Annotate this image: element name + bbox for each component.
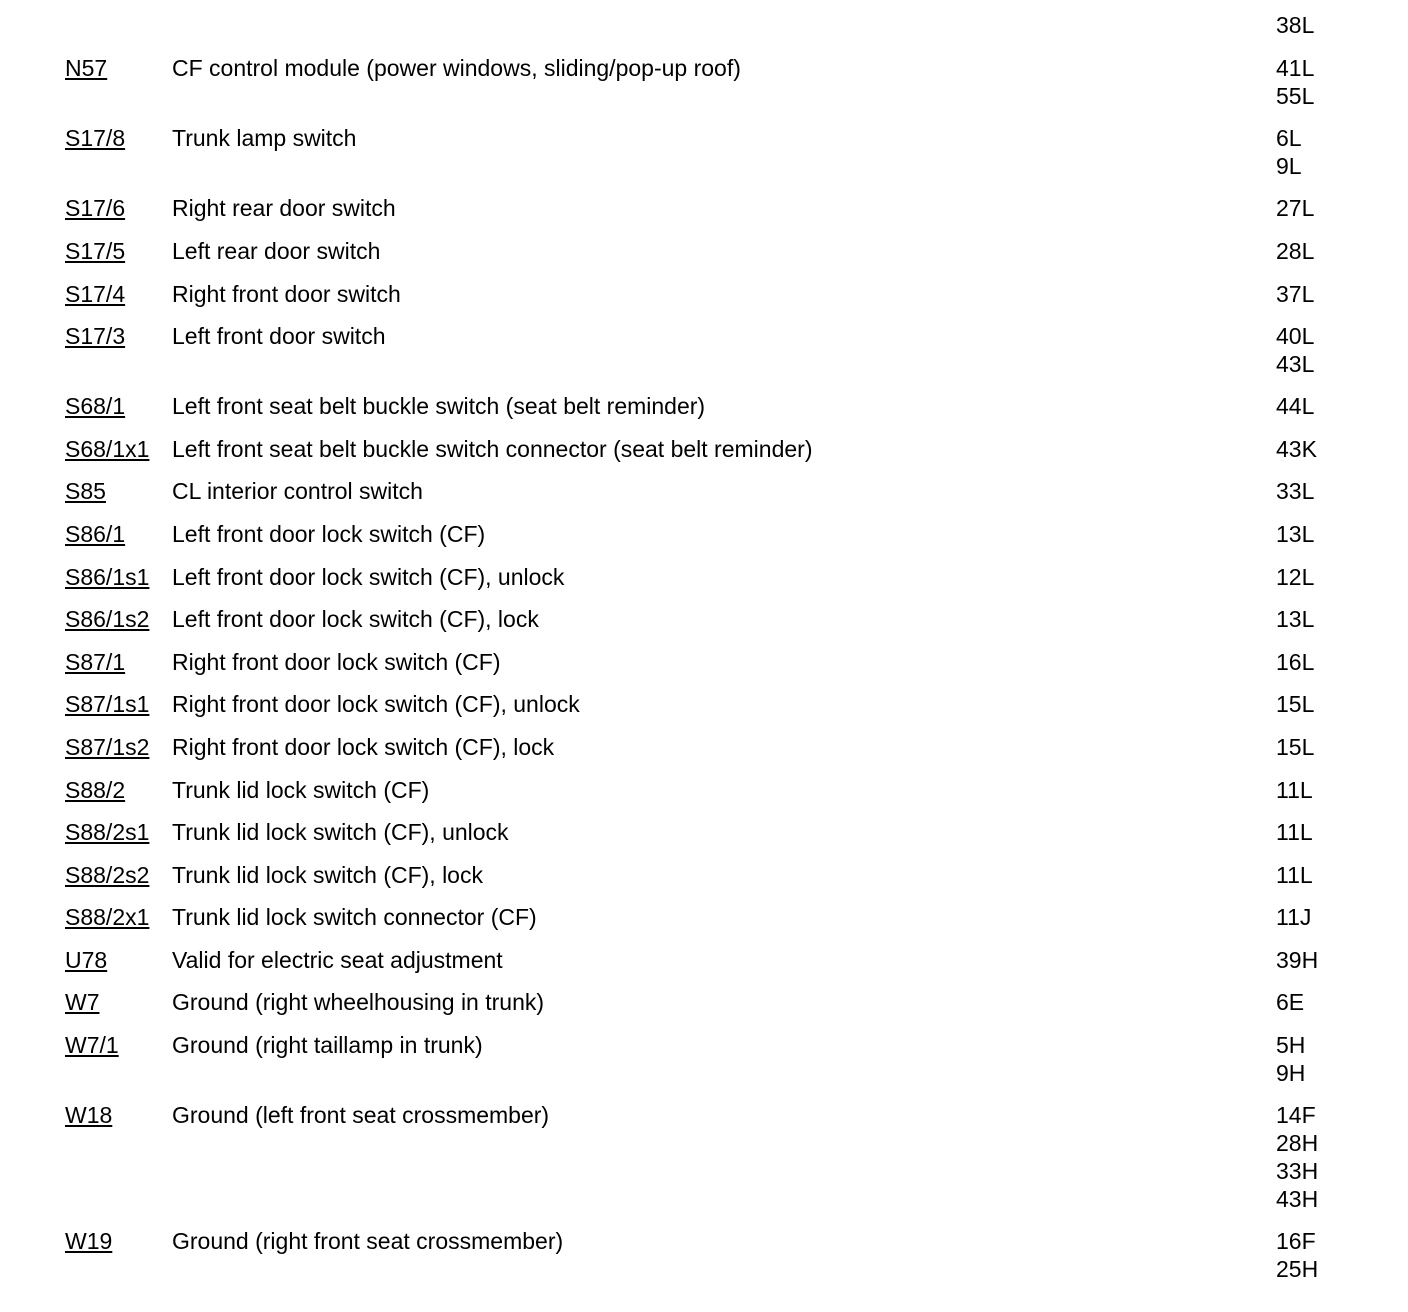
grid-reference: 44L — [1276, 393, 1315, 419]
component-code-link[interactable]: S68/1 — [65, 393, 126, 419]
grid-reference: 16L — [1276, 649, 1315, 675]
component-description: Valid for electric seat adjustment — [172, 947, 503, 973]
grid-reference-list — [1276, 11, 1314, 39]
legend-row — [0, 946, 1408, 974]
component-description: Ground (right front seat crossmember) — [172, 1228, 564, 1254]
grid-reference-list — [1276, 194, 1314, 222]
grid-reference-list — [1276, 124, 1302, 180]
component-description: Ground (right wheelhousing in trunk) — [172, 989, 545, 1015]
grid-reference: 28L — [1276, 238, 1315, 264]
legend-row — [0, 903, 1408, 931]
component-description: Right rear door switch — [172, 195, 396, 221]
grid-reference-list — [1276, 776, 1313, 804]
component-description: CF control module (power windows, sliding/pop-up roof) — [172, 55, 741, 81]
grid-reference: 43H — [1276, 1186, 1319, 1212]
component-code-link[interactable]: S88/2 — [65, 777, 126, 803]
legend-row — [0, 124, 1408, 179]
grid-reference: 12L — [1276, 564, 1315, 590]
grid-reference: 43K — [1276, 436, 1317, 462]
legend-row — [0, 1227, 1408, 1282]
grid-reference-list — [1276, 237, 1314, 265]
legend-row — [0, 520, 1408, 548]
grid-reference-list — [1276, 322, 1314, 378]
grid-reference: 9L — [1276, 153, 1302, 179]
grid-reference: 15L — [1276, 734, 1315, 760]
legend-row — [0, 392, 1408, 420]
grid-reference-list — [1276, 520, 1314, 548]
component-code-link[interactable]: S17/4 — [65, 281, 126, 307]
grid-reference: 14F — [1276, 1102, 1316, 1128]
component-code-link[interactable]: S86/1s1 — [65, 564, 150, 590]
component-description: Left front door lock switch (CF) — [172, 521, 486, 547]
legend-row — [0, 1101, 1408, 1212]
grid-reference: 27L — [1276, 195, 1315, 221]
component-code-link[interactable]: S88/2s1 — [65, 819, 150, 845]
grid-reference: 37L — [1276, 281, 1315, 307]
component-description: Trunk lid lock switch (CF), unlock — [172, 819, 509, 845]
component-description: Left front seat belt buckle switch (seat belt reminder) — [172, 393, 706, 419]
grid-reference-list — [1276, 1031, 1305, 1087]
component-code-link[interactable]: S85 — [65, 478, 106, 504]
legend-row — [0, 435, 1408, 463]
legend-row — [0, 194, 1408, 222]
grid-reference: 11L — [1276, 819, 1313, 845]
component-description: Trunk lid lock switch (CF), lock — [172, 862, 483, 888]
grid-reference-list — [1276, 903, 1311, 931]
legend-row — [0, 861, 1408, 889]
grid-reference-list — [1276, 818, 1313, 846]
grid-reference: 41L — [1276, 55, 1315, 81]
legend-row — [0, 237, 1408, 265]
grid-reference-list — [1276, 1101, 1318, 1213]
grid-reference-list — [1276, 648, 1314, 676]
grid-reference: 39H — [1276, 947, 1319, 973]
grid-reference: 40L — [1276, 323, 1315, 349]
grid-reference-list — [1276, 946, 1318, 974]
component-code-link[interactable]: N57 — [65, 55, 108, 81]
component-code-link[interactable]: S87/1s2 — [65, 734, 150, 760]
component-code-link[interactable]: S17/3 — [65, 323, 126, 349]
legend-row — [0, 1031, 1408, 1086]
grid-reference: 43L — [1276, 351, 1315, 377]
component-code-link[interactable]: W19 — [65, 1228, 113, 1254]
component-code-link[interactable]: S68/1x1 — [65, 436, 150, 462]
component-description: CL interior control switch — [172, 478, 423, 504]
component-code-link[interactable]: S17/6 — [65, 195, 126, 221]
grid-reference: 6L — [1276, 125, 1302, 151]
grid-reference: 13L — [1276, 521, 1315, 547]
component-description: Trunk lamp switch — [172, 125, 357, 151]
legend-row — [0, 648, 1408, 676]
component-description: Ground (right taillamp in trunk) — [172, 1032, 483, 1058]
component-code-link[interactable]: S87/1s1 — [65, 691, 150, 717]
component-description: Right front door lock switch (CF) — [172, 649, 501, 675]
grid-reference-list — [1276, 54, 1314, 110]
component-code-link[interactable]: S17/5 — [65, 238, 126, 264]
grid-reference: 11L — [1276, 777, 1313, 803]
grid-reference: 11J — [1276, 904, 1312, 930]
component-code-link[interactable]: W7 — [65, 989, 100, 1015]
grid-reference: 33H — [1276, 1158, 1319, 1184]
legend-row — [0, 818, 1408, 846]
grid-reference-list — [1276, 1227, 1318, 1283]
component-description: Trunk lid lock switch connector (CF) — [172, 904, 537, 930]
legend-row — [0, 11, 1408, 39]
component-code-link[interactable]: S88/2s2 — [65, 862, 150, 888]
component-code-link[interactable]: W7/1 — [65, 1032, 119, 1058]
legend-row — [0, 988, 1408, 1016]
component-code-link[interactable]: U78 — [65, 947, 108, 973]
grid-reference: 13L — [1276, 606, 1315, 632]
legend-row — [0, 563, 1408, 591]
grid-reference: 11L — [1276, 862, 1313, 888]
grid-reference: 38L — [1276, 12, 1315, 38]
component-description: Right front door lock switch (CF), unlock — [172, 691, 580, 717]
component-code-link[interactable]: S86/1 — [65, 521, 126, 547]
component-description: Trunk lid lock switch (CF) — [172, 777, 430, 803]
legend-row — [0, 776, 1408, 804]
grid-reference: 25H — [1276, 1256, 1319, 1282]
grid-reference-list — [1276, 861, 1313, 889]
component-description: Left rear door switch — [172, 238, 381, 264]
grid-reference: 55L — [1276, 83, 1315, 109]
grid-reference: 15L — [1276, 691, 1315, 717]
component-code-link[interactable]: W18 — [65, 1102, 113, 1128]
legend-row — [0, 477, 1408, 505]
legend-row — [0, 280, 1408, 308]
component-code-link[interactable]: S17/8 — [65, 125, 126, 151]
grid-reference: 16F — [1276, 1228, 1316, 1254]
component-description: Left front seat belt buckle switch connector (seat belt reminder) — [172, 436, 813, 462]
grid-reference-list — [1276, 605, 1314, 633]
grid-reference-list — [1276, 435, 1317, 463]
grid-reference-list — [1276, 988, 1304, 1016]
component-description: Right front door lock switch (CF), lock — [172, 734, 555, 760]
component-description: Left front door lock switch (CF), lock — [172, 606, 539, 632]
legend-row — [0, 733, 1408, 761]
grid-reference-list — [1276, 280, 1314, 308]
grid-reference-list — [1276, 477, 1314, 505]
grid-reference: 6E — [1276, 989, 1305, 1015]
component-code-link[interactable]: S86/1s2 — [65, 606, 150, 632]
grid-reference-list — [1276, 690, 1314, 718]
component-description: Ground (left front seat crossmember) — [172, 1102, 550, 1128]
grid-reference-list — [1276, 392, 1314, 420]
grid-reference-list — [1276, 733, 1314, 761]
legend-row — [0, 690, 1408, 718]
component-code-link[interactable]: S87/1 — [65, 649, 126, 675]
component-description: Left front door switch — [172, 323, 386, 349]
legend-row — [0, 605, 1408, 633]
grid-reference-list — [1276, 563, 1314, 591]
component-code-link[interactable]: S88/2x1 — [65, 904, 150, 930]
legend-row — [0, 54, 1408, 109]
grid-reference: 33L — [1276, 478, 1315, 504]
component-description: Right front door switch — [172, 281, 401, 307]
grid-reference: 9H — [1276, 1060, 1306, 1086]
component-description: Left front door lock switch (CF), unlock — [172, 564, 565, 590]
legend-row — [0, 322, 1408, 377]
grid-reference: 28H — [1276, 1130, 1319, 1156]
grid-reference: 5H — [1276, 1032, 1306, 1058]
